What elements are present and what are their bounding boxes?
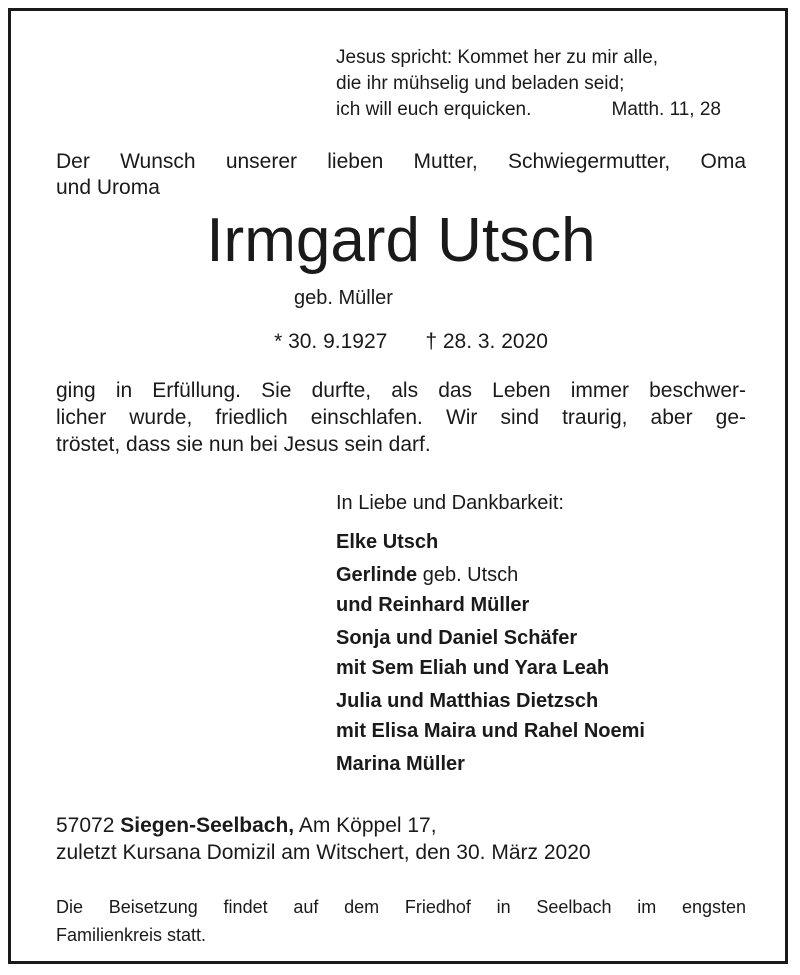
mourner-group [336, 560, 756, 620]
street: Am Köppel 17, [294, 814, 437, 837]
death-date: † 28. 3. 2020 [425, 330, 548, 353]
mourner-name: und Reinhard Müller [336, 594, 530, 616]
mourner-group [336, 527, 756, 557]
bible-verse [336, 45, 756, 123]
verse-line-3: ich will euch erquicken. [336, 99, 532, 120]
mourner-group [336, 623, 756, 683]
mourner-maiden: geb. Utsch [417, 564, 519, 586]
birth-date: * 30. 9.1927 [274, 330, 388, 353]
deceased-name: Irmgard Utsch [206, 206, 596, 275]
intro-line-2: und Uroma [56, 176, 160, 199]
burial-note [56, 893, 746, 949]
mourner-name: mit Elisa Maira und Rahel Noemi [336, 720, 645, 742]
mourner-name: Elke Utsch [336, 531, 439, 553]
mourners-list [336, 527, 756, 782]
address-line-2: zuletzt Kursana Domizil am Witschert, den 30. März 2020 [56, 841, 591, 864]
signoff: In Liebe und Dankbarkeit: [336, 492, 564, 514]
burial-note-line-2: Familienkreis statt. [56, 925, 207, 945]
verse-reference: Matth. 11, 28 [611, 99, 721, 120]
mourner-name: Gerlinde [336, 564, 418, 586]
mourner-group [336, 686, 756, 746]
maiden-name: geb. Müller [294, 287, 393, 309]
burial-note-line-1: Die Beisetzung findet auf dem Friedhof in Seelbach im engsten [56, 897, 746, 917]
mourner-name: Marina Müller [336, 753, 465, 775]
life-dates [11, 327, 800, 357]
verse-line-3-row [336, 97, 756, 123]
message-line-2: licher wurde, friedlich einschlafen. Wir sind traurig, aber ge- [56, 406, 746, 429]
town: Siegen-Seelbach, [120, 814, 295, 837]
address [56, 812, 591, 866]
intro-line-1: Der Wunsch unserer lieben Mutter, Schwiegermutter, Oma [56, 150, 746, 173]
postal-code: 57072 [56, 814, 121, 837]
obituary-frame [8, 8, 788, 964]
mourner-group [336, 749, 756, 779]
message-text [56, 377, 746, 458]
mourner-name: Julia und Matthias Dietzsch [336, 690, 599, 712]
verse-line-2: die ihr mühselig und beladen seid; [336, 73, 625, 94]
verse-line-1: Jesus spricht: Kommet her zu mir alle, [336, 47, 659, 68]
mourner-name: Sonja und Daniel Schäfer [336, 627, 578, 649]
mourner-name: mit Sem Eliah und Yara Leah [336, 657, 610, 679]
message-line-3: tröstet, dass sie nun bei Jesus sein darf. [56, 433, 431, 456]
message-line-1: ging in Erfüllung. Sie durfte, als das Leben immer beschwer- [56, 379, 746, 402]
